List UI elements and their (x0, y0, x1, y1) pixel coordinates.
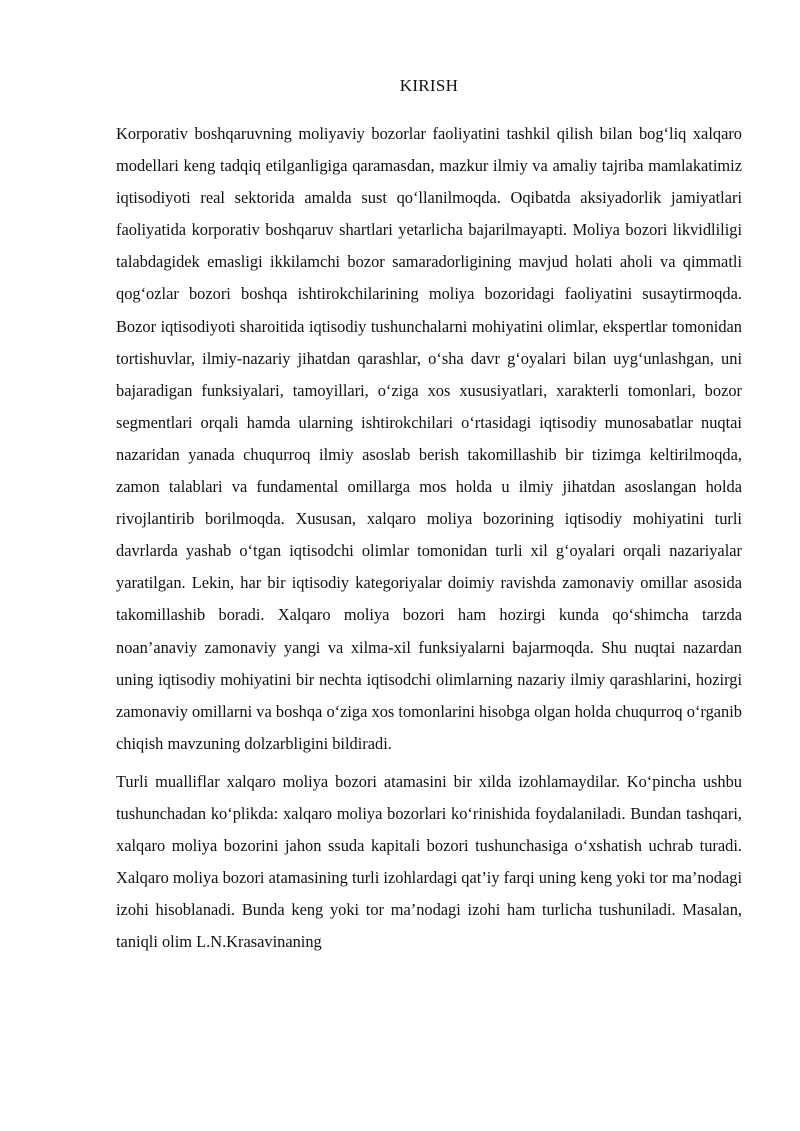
section-heading: KIRISH (399, 76, 459, 95)
paragraph-2: Turli mualliflar xalqaro moliya bozori atamasini bir xilda izohlamaydilar. Ko‘pincha ushbu tushunchadan ko‘plikda: xalqaro moliya bozorlari ko‘rinishida foydalaniladi. Bundan tashqari, xalqaro moliya bozorini jahon ssuda kapitali bozori tushunchasiga o‘xshatish uchrab turadi. Xalqaro moliya bozori atamasining turli izohlardagi qat’iy farqi uning keng yoki tor ma’nodagi izohi hisoblanadi. Bunda keng yoki tor ma’nodagi izohi ham turlicha tushuniladi. Masalan, taniqli olim L.N.Krasavinaning (116, 771, 742, 952)
paragraph-1: Korporativ boshqaruvning moliyaviy bozorlar faoliyatini tashkil qilish bilan bog‘liq xalqaro modellari keng tadqiq etilganligiga qaramasdan, mazkur ilmiy va amaliy tajriba mamlakatimiz iqtisodiyoti real sektorida amalda sust qo‘llanilmoqda. Oqibatda aksiyadorlik jamiyatlari faoliyatida korporativ boshqaruv shartlari yetarlicha bajarilmayapti. Moliya bozori likvidliligi talabdagidek emasligi ikkilamchi bozor samaradorligining mavjud holati aholi va qimmatli qog‘ozlar bozori boshqa ishtirokchilarining moliya bozoridagi faoliyatini susaytirmoqda. Bozor iqtisodiyoti sharoitida iqtisodiy tushunchalarni mohiyatini olimlar, ekspertlar tomonidan tortishuvlar, ilmiy-nazariy jihatdan qarashlar, o‘sha davr g‘oyalari bilan uyg‘unlashgan, uni bajaradigan funksiyalari, tamoyillari, o‘ziga xos xususiyatlari, xarakterli tomonlari, bozor segmentlari orqali hamda ularning ishtirokchilari o‘rtasidagi iqtisodiy munosabatlar nuqtai nazaridan yanada chuqurroq ilmiy asoslab berish takomillashib bir tizimga keltirilmoqda, zamon talablari va fundamental omillarga mos holda u ilmiy jihatdan asoslangan holda rivojlantirib borilmoqda. Xususan, xalqaro moliya bozorining iqtisodiy mohiyatini turli davrlarda yashab o‘tgan iqtisodchi olimlar tomonidan turli xil g‘oyalari orqali nazariyalar yaratilgan. Lekin, har bir iqtisodiy kategoriyalar doimiy ravishda zamonaviy omillar asosida takomillashib boradi. Xalqaro moliya bozori ham hozirgi kunda qo‘shimcha tarzda noan’anaviy zamonaviy yangi va xilma-xil funksiyalarni bajarmoqda. Shu nuqtai nazardan uning iqtisodiy mohiyatini bir nechta iqtisodchi olimlarning nazariy ilmiy qarashlarini, hozirgi zamonaviy omillarni va boshqa o‘ziga xos tomonlarini hisobga olgan holda chuqurroq o‘rganib chiqish mavzuning dolzarbligini bildiradi. (116, 124, 742, 753)
document-body (116, 118, 742, 958)
